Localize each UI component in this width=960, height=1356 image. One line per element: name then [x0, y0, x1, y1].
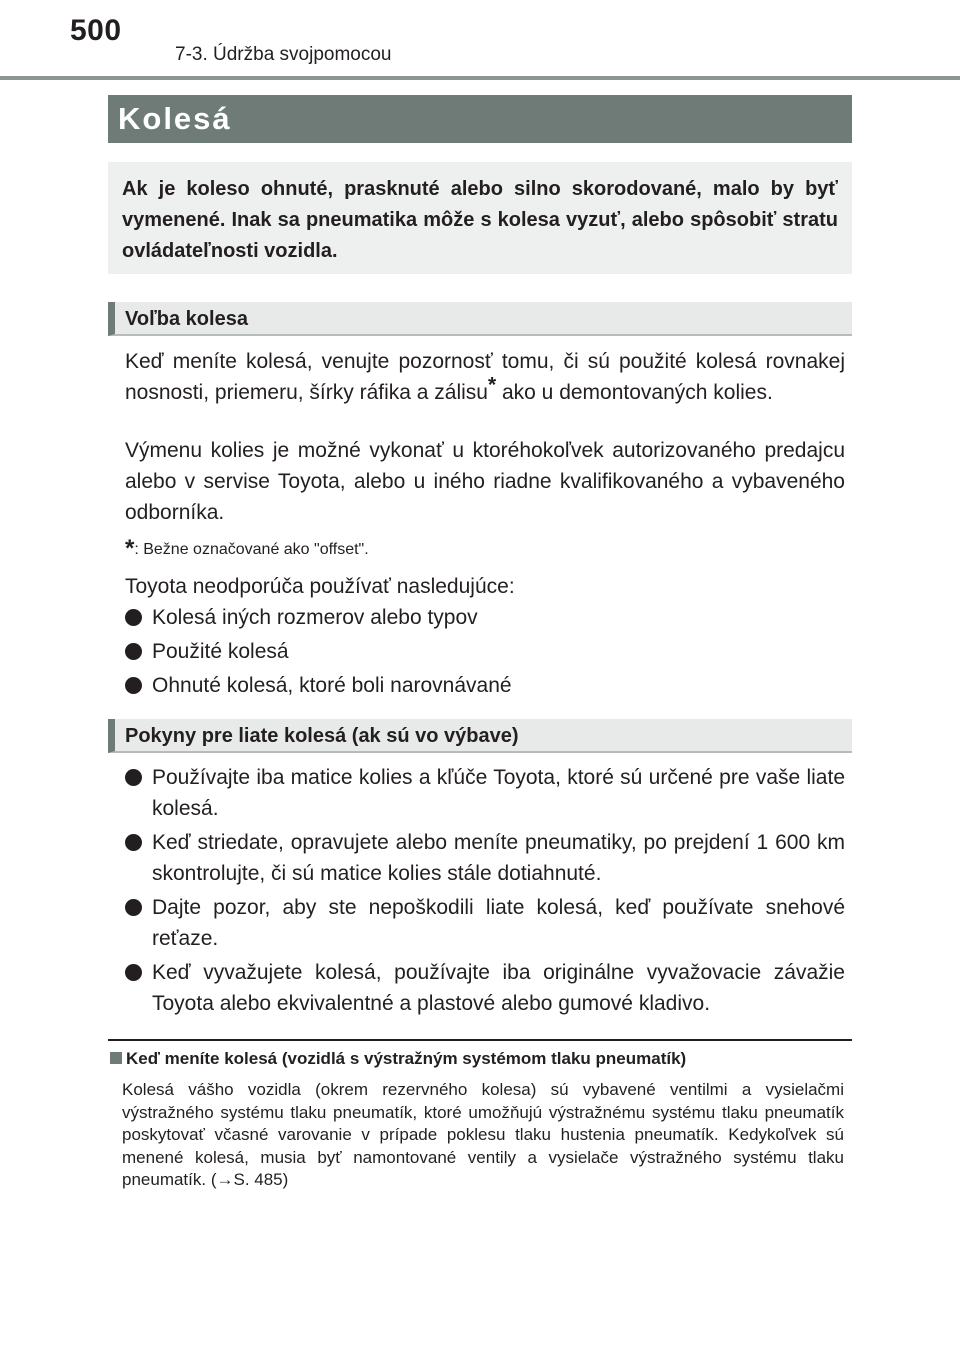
bullet-icon	[125, 964, 142, 981]
header-rule	[0, 76, 960, 80]
bullet-icon	[125, 609, 142, 626]
list-item: Použité kolesá	[125, 636, 845, 667]
bullet-list-alloy-wheels	[125, 762, 845, 1022]
list-item: Keď striedate, opravujete alebo meníte pneumatiky, po prejdení 1 600 km skontrolujte, či sú matice kolies stále dotiahnuté.	[125, 827, 845, 889]
footnote-star: *	[125, 535, 135, 562]
list-item: Keď vyvažujete kolesá, používajte iba originálne vyvažovacie závažie Toyota alebo ekvivalentné a plastové alebo gumové kladivo.	[125, 957, 845, 1019]
paragraph-not-recommended: Toyota neodporúča používať nasledujúce:	[125, 575, 515, 598]
list-item: Používajte iba matice kolies a kľúče Toyota, ktoré sú určené pre vaše liate kolesá.	[125, 762, 845, 824]
list-item: Ohnuté kolesá, ktoré boli narovnávané	[125, 670, 845, 701]
bullet-icon	[125, 677, 142, 694]
page-header	[0, 0, 960, 80]
chapter-title: 7-3. Údržba svojpomocou	[175, 44, 392, 65]
note-body: Kolesá vášho vozidla (okrem rezervného kolesa) sú vybavené ventilmi a vysielačmi výstražného systému tlaku pneumatík, ktoré umožňujú výstražnému systému tlaku pneumatík poskytovať včasné varovanie v prípade poklesu tlaku hustenia pneumatík. Kedykoľvek sú menené kolesá, musia byť namontované ventily a vysielače výstražného systému tlaku pneumatík. (→S. 485)	[122, 1080, 844, 1189]
bullet-icon	[125, 769, 142, 786]
page-title: Kolesá	[108, 95, 852, 143]
list-item: Dajte pozor, aby ste nepoškodili liate kolesá, keď používate snehové reťaze.	[125, 892, 845, 954]
footnote-marker: *	[487, 373, 497, 397]
paragraph-replacement: Výmenu kolies je možné vykonať u ktoréhokoľvek autorizovaného predajcu alebo v servise Toyota, alebo u iného riadne kvalifikovaného a vybaveného odborníka.	[125, 439, 845, 524]
paragraph-text: Keď meníte kolesá, venujte pozornosť tomu, či sú použité kolesá rovnakej nosnosti, priemeru, šírky ráfika a zálisu	[125, 350, 845, 404]
bullet-icon	[125, 899, 142, 916]
footnote	[125, 535, 369, 563]
note-heading: Keď meníte kolesá (vozidlá s výstražným systémom tlaku pneumatík)	[110, 1049, 686, 1069]
list-item: Kolesá iných rozmerov alebo typov	[125, 602, 845, 633]
page-number: 500	[70, 14, 122, 47]
bullet-list-not-recommended	[125, 602, 845, 704]
bullet-icon	[125, 643, 142, 660]
paragraph-wheel-selection	[125, 346, 845, 408]
footnote-text: : Bežne označované ako "offset".	[134, 541, 369, 558]
intro-box: Ak je koleso ohnuté, prasknuté alebo silno skorodované, malo by byť vymenené. Inak sa pneumatika môže s kolesa vyzuť, alebo spôsobiť stratu ovládateľnosti vozidla.	[108, 162, 852, 274]
square-bullet-icon	[110, 1052, 122, 1064]
section-heading-alloy-wheels: Pokyny pre liate kolesá (ak sú vo výbave)	[108, 719, 852, 753]
bullet-icon	[125, 834, 142, 851]
paragraph-text: ako u demontovaných kolies.	[496, 381, 773, 404]
section-divider	[108, 1039, 852, 1041]
section-heading-wheel-selection: Voľba kolesa	[108, 302, 852, 336]
